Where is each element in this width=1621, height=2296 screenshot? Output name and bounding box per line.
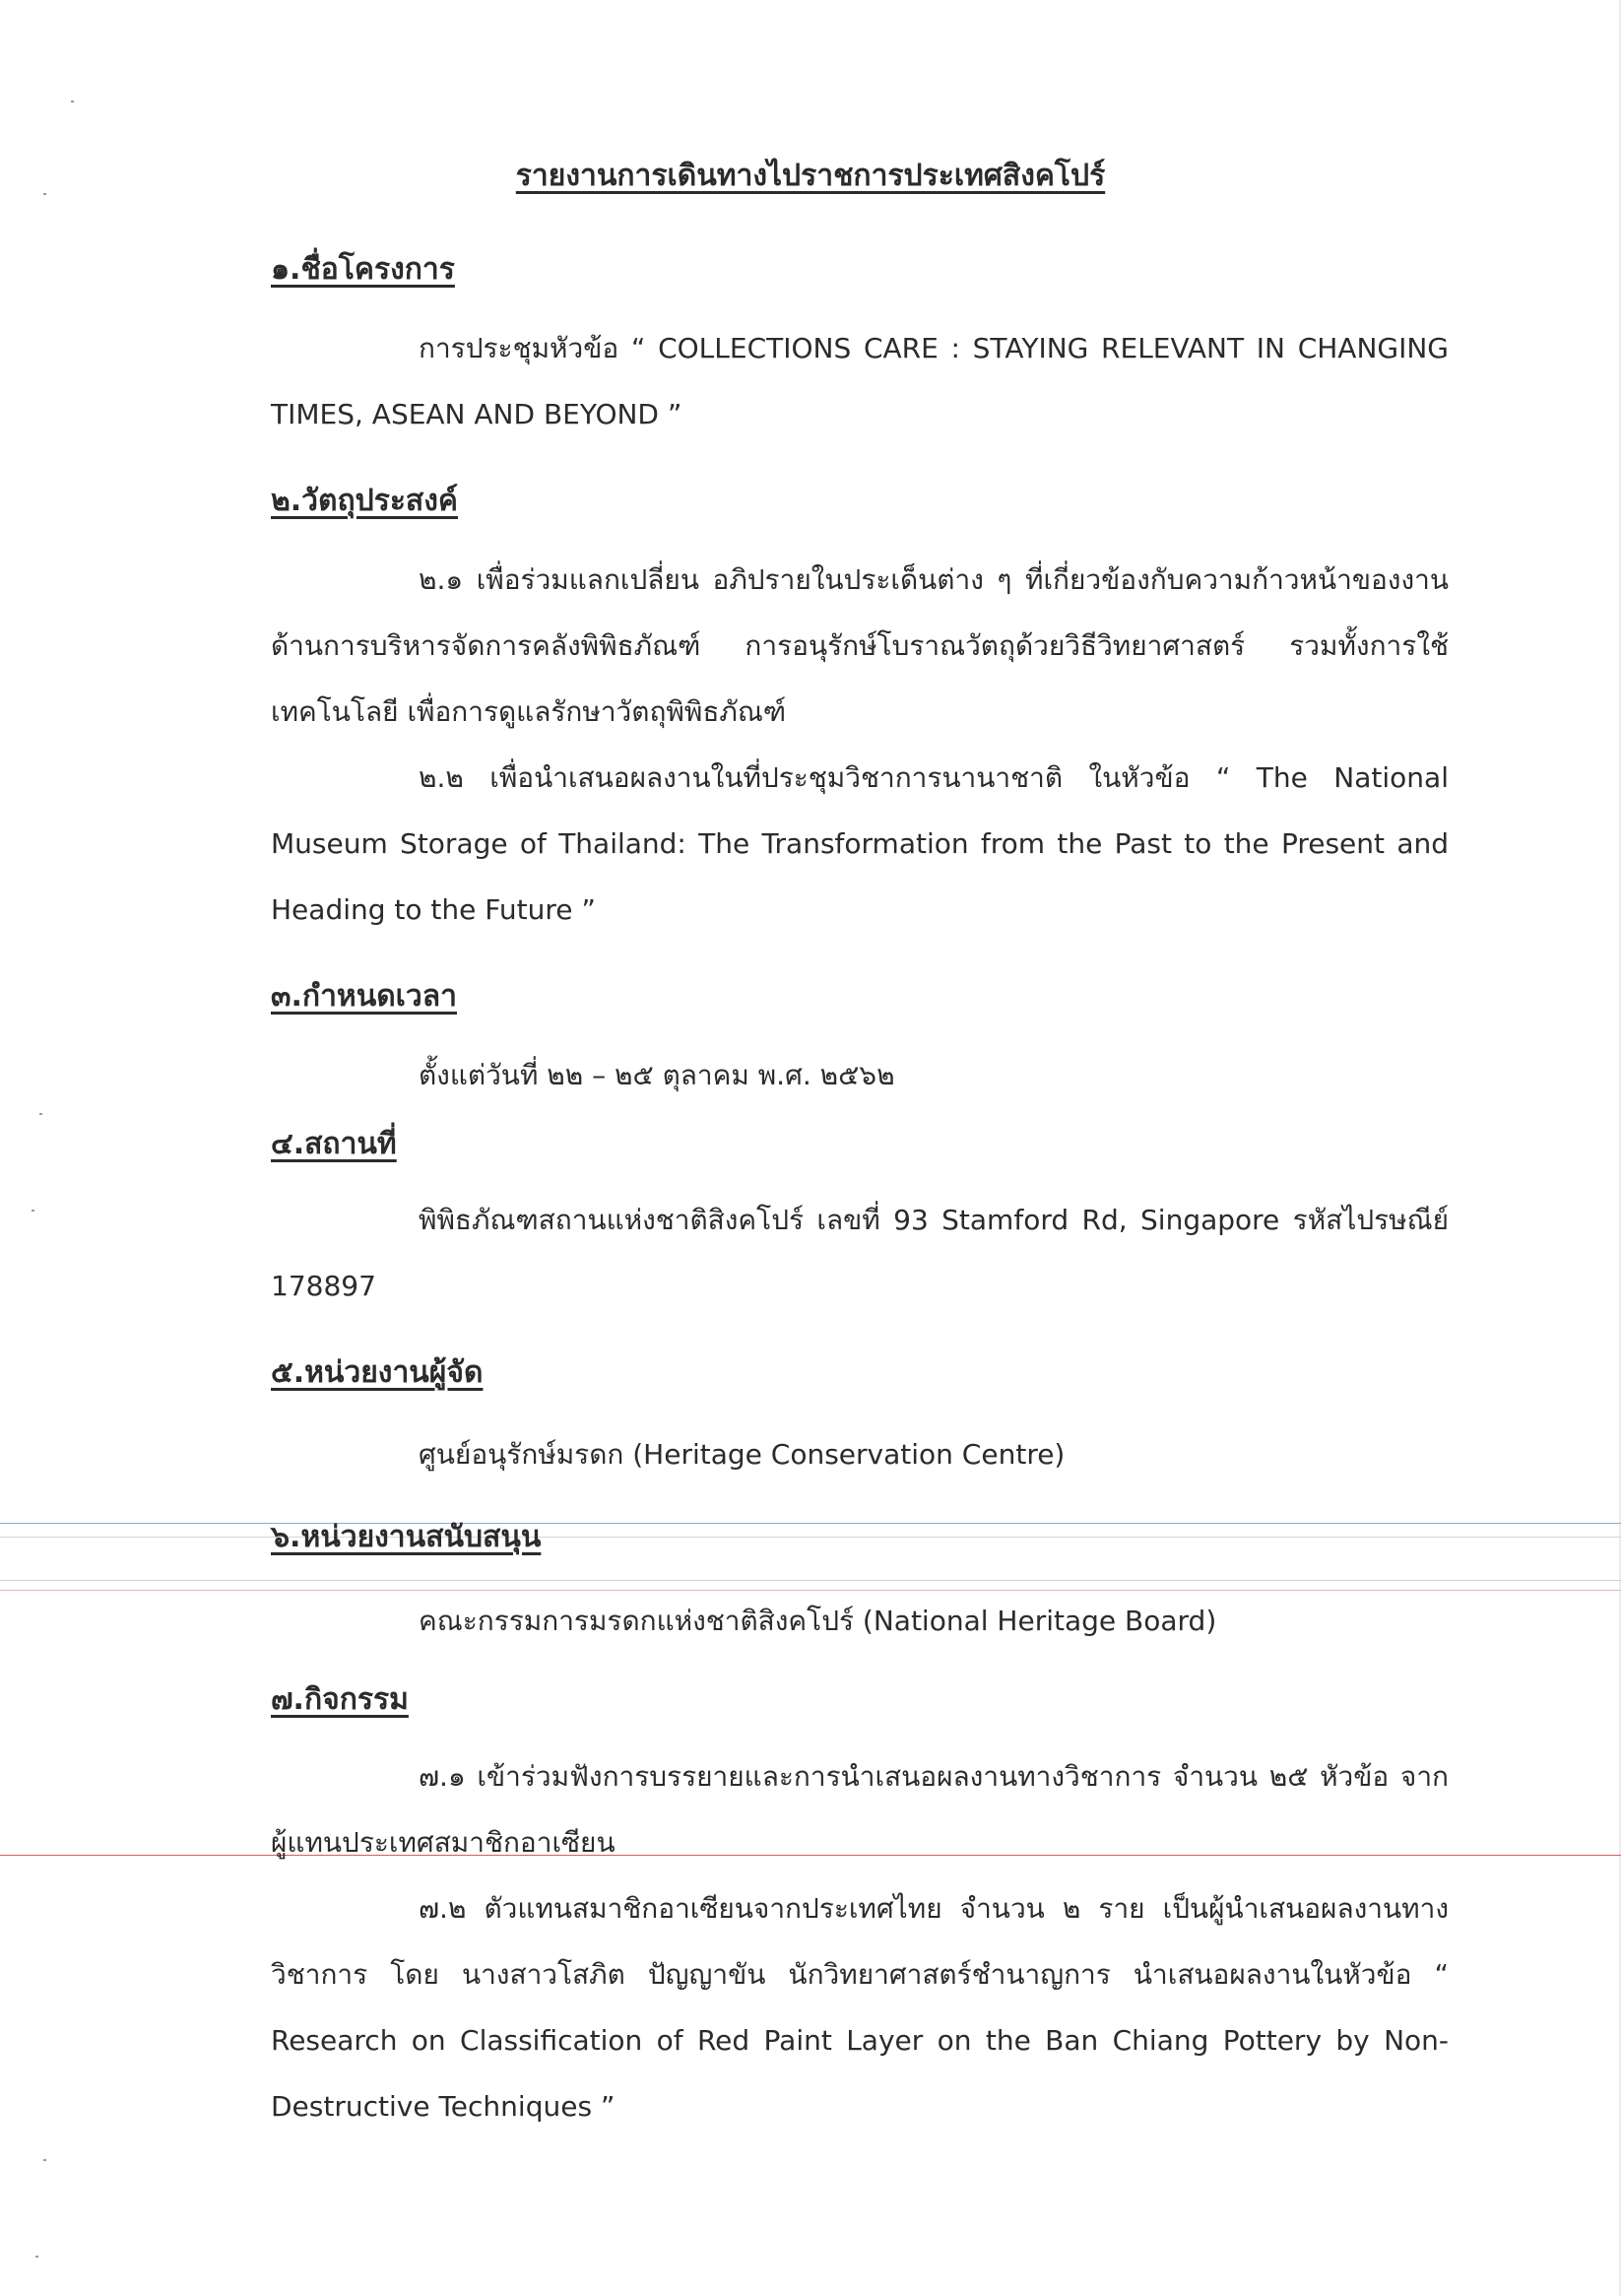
scan-speck xyxy=(71,100,74,102)
objective-2-2-paragraph: ๒.๒ เพื่อนำเสนอผลงานในที่ประชุมวิชาการนานาชาติ ในหัวข้อ “ The National Museum Storage of Thailand: The Transformation from the Past to the Present and Heading to the Future ” xyxy=(271,761,1449,926)
scan-speck xyxy=(35,2256,38,2258)
scan-artifact-line xyxy=(0,1523,1621,1524)
activity-7-2-paragraph: ๗.๒ ตัวแทนสมาชิกอาเซียนจากประเทศไทย จำนวน ๒ ราย เป็นผู้นำเสนอผลงานทาง วิชาการ โดย นางสาวโสภิต ปัญญาขัน นักวิทยาศาสตร์ชำนาญการ นำเสนอผลงานในหัวข้อ “ Research on Classification of Red Paint Layer on the Ban Chiang Pottery by Non- Destructive Techniques ” xyxy=(271,1892,1449,2123)
scan-artifact-line xyxy=(0,1537,1621,1538)
section-heading-project-name: ๑.ชื่อโครงการ xyxy=(271,252,455,287)
document-title: รายงานการเดินทางไปราชการประเทศสิงคโปร์ xyxy=(515,159,1106,193)
organizer-text: ศูนย์อนุรักษ์มรดก (Heritage Conservation Centre) xyxy=(419,1438,1066,1471)
supporter-text: คณะกรรมการมรดกแห่งชาติสิงคโปร์ (National Heritage Board) xyxy=(419,1605,1217,1637)
objective-2-1-paragraph: ๒.๑ เพื่อร่วมแลกเปลี่ยน อภิปรายในประเด็นต่าง ๆ ที่เกี่ยวข้องกับความก้าวหน้าของงาน ด้านการบริหารจัดการคลังพิพิธภัณฑ์ การอนุรักษ์โบราณวัตถุด้วยวิธีวิทยาศาสตร์ รวมทั้งการใช้เทคโนโลยี เพื่อการดูแลรักษาวัตถุพิพิธภัณฑ์ xyxy=(271,563,1449,728)
section-heading-supporter: ๖.หน่วยงานสนับสนุน xyxy=(271,1520,542,1554)
section-heading-objectives: ๒.วัตถุประสงค์ xyxy=(271,484,458,518)
scan-speck xyxy=(43,2159,46,2161)
venue-paragraph: พิพิธภัณฑสถานแห่งชาติสิงคโปร์ เลขที่ 93 Stamford Rd, Singapore รหัสไปรษณีย์ 178897 xyxy=(271,1204,1449,1302)
section-heading-organizer: ๕.หน่วยงานผู้จัด xyxy=(271,1355,484,1390)
scan-artifact-line xyxy=(0,1590,1621,1591)
scan-speck xyxy=(32,1210,34,1212)
schedule-text: ตั้งแต่วันที่ ๒๒ – ๒๕ ตุลาคม พ.ศ. ๒๕๖๒ xyxy=(419,1059,895,1091)
scan-speck xyxy=(39,1113,42,1115)
scan-artifact-line xyxy=(0,1580,1621,1581)
project-name-paragraph: การประชุมหัวข้อ “ COLLECTIONS CARE : STAYING RELEVANT IN CHANGING TIMES, ASEAN AND BEYOND ” xyxy=(271,332,1449,430)
section-heading-activities: ๗.กิจกรรม xyxy=(271,1682,409,1717)
section-heading-schedule: ๓.กำหนดเวลา xyxy=(271,979,458,1014)
section-heading-venue: ๔.สถานที่ xyxy=(271,1127,397,1161)
activity-7-1-paragraph: ๗.๑ เข้าร่วมฟังการบรรยายและการนำเสนอผลงานทางวิชาการ จำนวน ๒๕ หัวข้อ จาก ผู้แทนประเทศสมาชิกอาเซียน xyxy=(271,1760,1449,1859)
